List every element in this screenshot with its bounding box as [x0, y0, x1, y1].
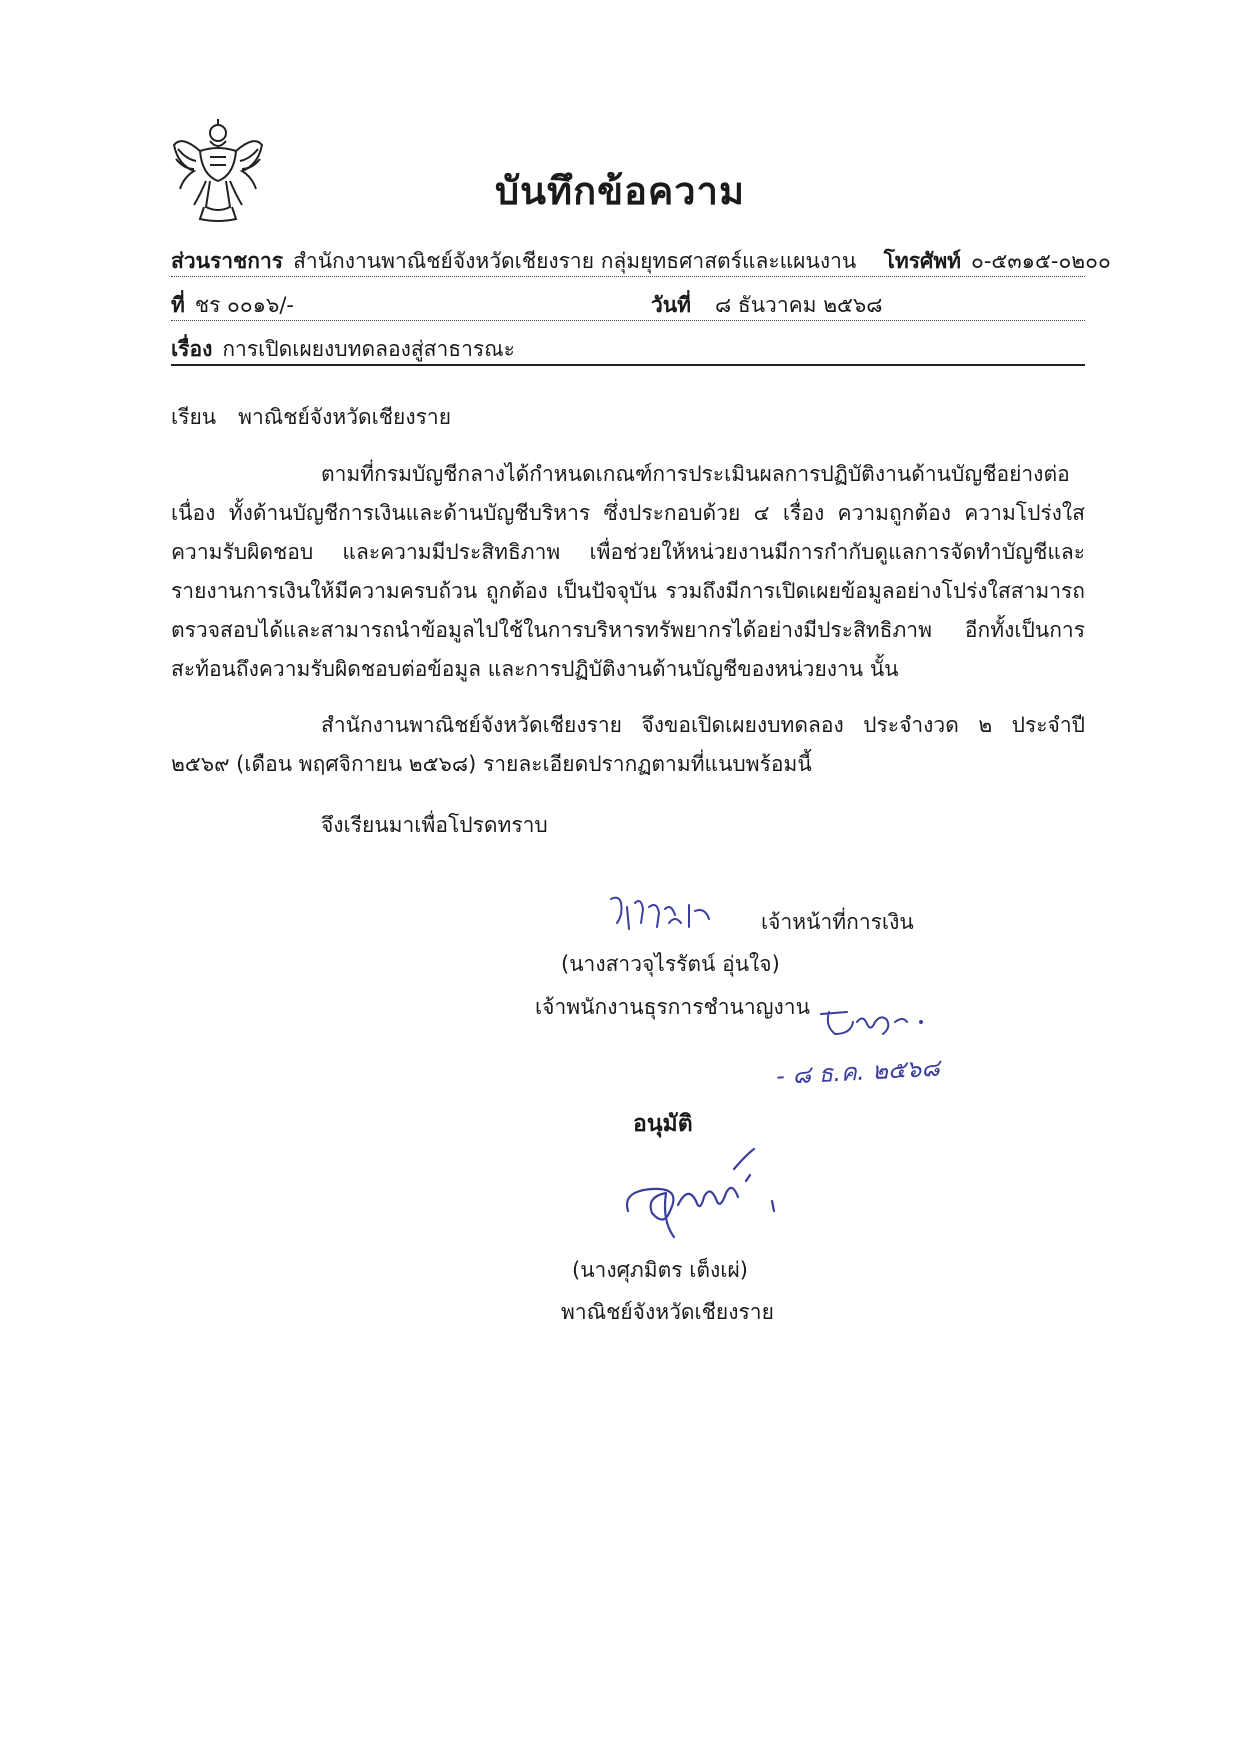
- closing-line: จึงเรียนมาเพื่อโปรดทราบ: [321, 813, 548, 837]
- salutation: [171, 398, 451, 437]
- ref-label: ที่: [171, 293, 185, 317]
- ref-value: ชร ๐๐๑๖/-: [194, 293, 294, 317]
- handwritten-date-value: ๘ ธ.ค. ๒๕๖๘: [791, 1053, 941, 1090]
- subject-value: การเปิดเผยงบทดลองสู่สาธารณะ: [222, 337, 515, 361]
- subject-line: [171, 333, 1085, 366]
- signer1-title: เจ้าพนักงานธุรการชำนาญงาน: [535, 995, 810, 1019]
- body-paragraph: ตามที่กรมบัญชีกลางได้กำหนดเกณฑ์การประเมินผลการปฏิบัติงานด้านบัญชีอย่างต่อเนื่อง ทั้งด้านบัญชีการเงินและด้านบัญชีบริหาร ซึ่งประกอบด้วย ๔ เรื่อง ความถูกต้อง ความโปร่งใส ความรับผิดชอบ และความมีประสิทธิภาพ เพื่อช่วยให้หน่วยงานมีการกำกับดูแลการจัดทำบัญชีและรายงานการเงินให้มีความครบถ้วน ถูกต้อง เป็นปัจจุบัน รวมถึงมีการเปิดเผยข้อมูลอย่างโปร่งใสสามารถตรวจสอบได้และสามารถนำข้อมูลไปใช้ในการบริหารทรัพยากรได้อย่างมีประสิทธิภาพ อีกทั้งเป็นการสะท้อนถึงความรับผิดชอบต่อข้อมูล และการปฏิบัติงานด้านบัญชีของหน่วยงาน นั้น: [171, 462, 1085, 681]
- document-title: บันทึกข้อความ: [494, 169, 746, 213]
- initials-scribble: [817, 1000, 927, 1040]
- date-line: [651, 289, 1081, 322]
- agency-line: [171, 245, 1111, 278]
- approval-label: อนุมัติ: [633, 1111, 693, 1137]
- phone-value: ๐-๕๓๑๕-๐๒๐๐: [971, 249, 1111, 273]
- subject-label: เรื่อง: [171, 337, 213, 361]
- date-label: วันที่: [651, 293, 691, 317]
- body-paragraph: สำนักงานพาณิชย์จังหวัดเชียงราย จึงขอเปิดเผยงบทดลอง ประจำงวด ๒ ประจำปี ๒๕๖๙ (เดือน พฤศจิกายน ๒๕๖๘) รายละเอียดปรากฏตามที่แนบพร้อมนี้: [171, 713, 1085, 776]
- header-divider: [171, 320, 1085, 321]
- phone-label: โทรศัพท์: [883, 249, 962, 273]
- signer1-position: เจ้าหน้าที่การเงิน: [761, 910, 914, 934]
- date-value: ๘ ธันวาคม ๒๕๖๘: [715, 293, 883, 317]
- agency-value: สำนักงานพาณิชย์จังหวัดเชียงราย กลุ่มยุทธศาสตร์และแผนงาน: [293, 249, 857, 273]
- signature-scribble: [605, 893, 723, 945]
- salutation-value: พาณิชย์จังหวัดเชียงราย: [238, 405, 451, 429]
- agency-label: ส่วนราชการ: [171, 249, 284, 273]
- approver-signature-scribble: [622, 1141, 782, 1241]
- header-divider: [171, 276, 1085, 277]
- signer2-name: (นางศุภมิตร เต็งเผ่): [572, 1258, 748, 1282]
- signer1-name: (นางสาวจุไรรัตน์ อุ่นใจ): [561, 952, 780, 976]
- header-divider: [171, 364, 1085, 366]
- signer2-title: พาณิชย์จังหวัดเชียงราย: [561, 1300, 774, 1324]
- handwritten-date: - ๘ ธ.ค. ๒๕๖๘: [775, 1053, 941, 1091]
- salutation-label: เรียน: [171, 405, 217, 429]
